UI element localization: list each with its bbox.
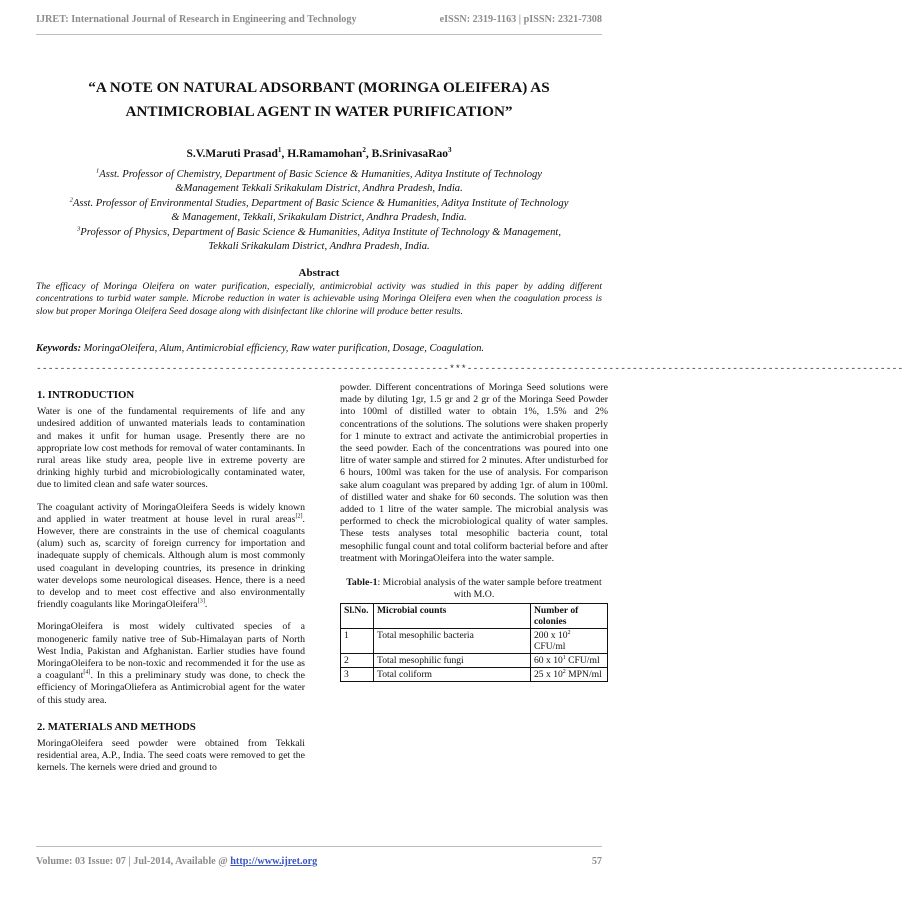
title-line-1: “A NOTE ON NATURAL ADSORBANT (MORINGA OLEIFERA) AS bbox=[88, 79, 550, 96]
citation-ref[interactable]: [3] bbox=[197, 598, 205, 605]
cell-count: Total mesophilic fungi bbox=[374, 654, 531, 668]
footer-rule bbox=[36, 846, 602, 847]
microbial-analysis-table bbox=[340, 603, 608, 682]
abstract-heading: Abstract bbox=[298, 267, 340, 279]
affiliation-3: $^3$Professor of Physics, Department of Basic Science & Humanities, Aditya Institute of Technology & Management, Tekkali Srikakulam District, Andhra Pradesh, India. bbox=[77, 225, 561, 253]
table-row bbox=[341, 654, 608, 668]
affiliation-1: $^1$Asst. Professor of Chemistry, Department of Basic Science & Humanities, Aditya Institute of Technology &Management Tekkali Srikakulam District, Andhra Pradesh, India. bbox=[95, 167, 542, 195]
table-caption: Table-1: Microbial analysis of the water sample before treatment with M.O. bbox=[346, 577, 602, 601]
right-column bbox=[340, 382, 608, 682]
keywords-text: MoringaOleifera, Alum, Antimicrobial efficiency, Raw water purification, Dosage, Coagulation. bbox=[81, 343, 485, 354]
journal-website-link[interactable]: http://www.ijret.org bbox=[230, 856, 318, 867]
citation-ref[interactable]: [2] bbox=[295, 513, 303, 520]
journal-name: IJRET: International Journal of Research in Engineering and Technology bbox=[36, 14, 357, 25]
issn: eISSN: 2319-1163 | pISSN: 2321-7308 bbox=[439, 14, 602, 25]
paper-title bbox=[40, 76, 598, 124]
affiliation-2: $^2$Asst. Professor of Environmental Studies, Department of Basic Science & Humanities, Aditya Institute of Technology & Management, Tekkali, Srikakulam District, Andhra Pradesh, India. bbox=[69, 196, 569, 224]
intro-paragraph-1: Water is one of the fundamental requirements of life and any undesired addition of unwanted materials leads to contamination and makes it unfit for human usage. Presently there are no appropriate low cost methods for removal of water contaminants. In rural areas like study area, people live in extreme poverty are drinking highly turbid and microbiologically contaminated water, due to limited clean and safe water sources. bbox=[37, 406, 305, 491]
author-1: S.V.Maruti Prasad$^1$, bbox=[186, 146, 288, 160]
cell-sl: 3 bbox=[341, 668, 374, 682]
section-separator: ----------------------------------------------------------------------***-------------------------------------------------------------------------- bbox=[36, 363, 903, 374]
header-number-of-colonies: Number of colonies bbox=[531, 604, 608, 629]
table-row bbox=[341, 629, 608, 654]
abstract-text: The efficacy of Moringa Oleifera on water purification, especially, antimicrobial activity was studied in this paper by adding different concentrations to turbid water sample. Microbe reduction in water is achievable using Moringa Oleifera even when the coagulation process is slow but proper Moringa Oleifera Seed dosage along with disinfectant like chlorine will produce better results. bbox=[36, 281, 602, 317]
header-sl-no: Sl.No. bbox=[341, 604, 374, 629]
cell-sl: 1 bbox=[341, 629, 374, 654]
methods-paragraph-1: MoringaOleifera seed powder were obtained from Tekkali residential area, A.P., India. The seed coats were removed to get the kernels. The kernels were dried and ground to bbox=[37, 738, 305, 774]
intro-paragraph-3: MoringaOleifera is most widely cultivated species of a monogeneric family native tree of Sub-Himalayan parts of North West India, Pakistan and Afghanistan. Earlier studies have found MoringaOleifera to be non-toxic and recommended it for the use as a coagulant[4]. In this a preliminary study was done, to check the efficiency of MoringaOliefera as Antimicrobial agent for the water of this study area. bbox=[37, 621, 305, 706]
running-footer bbox=[36, 856, 602, 872]
author-3: B.SrinivasaRao$^3$ bbox=[371, 146, 452, 160]
cell-sl: 2 bbox=[341, 654, 374, 668]
running-header bbox=[36, 14, 602, 30]
methods-heading: 2. MATERIALS AND METHODS bbox=[37, 720, 196, 733]
keywords bbox=[36, 343, 602, 354]
page-number: 57 bbox=[591, 856, 602, 867]
cell-colonies: 25 x $10^2$ MPN/ml bbox=[531, 668, 608, 682]
cell-count: Total coliform bbox=[374, 668, 531, 682]
author-list bbox=[40, 148, 598, 160]
keywords-label: Keywords: bbox=[36, 343, 82, 354]
citation-ref[interactable]: [4] bbox=[83, 670, 91, 676]
table-header-row bbox=[341, 604, 608, 629]
table-row bbox=[341, 668, 608, 682]
cell-count: Total mesophilic bacteria bbox=[374, 629, 531, 654]
cell-colonies: 200 x $10^2$ CFU/ml bbox=[531, 629, 608, 654]
intro-paragraph-2: The coagulant activity of MoringaOleifera Seeds is widely known and applied in water treatment at house level in rural areas[2]. However, there are constraints in the use of chemical coagulants (alum) such as, scarcity of foreign currency for importation and inadequate supply of chemicals. Although alum is most commonly used coagulant in developing countries, its presence in drinking water develops some neurological diseases. Hence, there is a need to develop and to meet cost effective and also environmentally friendly coagulants like MoringaOleifera[3]. bbox=[37, 501, 305, 611]
author-2: H.Ramamohan$^2$, bbox=[287, 146, 372, 160]
cell-colonies: 60 x $10^1$ CFU/ml bbox=[531, 654, 608, 668]
introduction-heading: 1. INTRODUCTION bbox=[37, 389, 135, 401]
methods-paragraph-2: powder. Different concentrations of Moringa Seed solutions were made by diluting 1gr, 1.5 gr and 2 gr of the Moringa Seed Powder into 100ml of distilled water to obtain 1%, 1.5% and 2% concentrations of the solutions. The solutions were shaken properly for 1 minute to extract and activate the antimicrobial properties in the seed powder. Each of the concentrations was poured into one litre of water sample and stirred for 2 minutes. After undisturbed for 6 hours, 100ml was taken for the use of analysis. For comparison sake alum coagulant was prepared by adding 1gr. of alum in 100ml. of distilled water and shake for 60 seconds. The solution was then added to 1 litre of the water sample. The microbial analysis was performed to check the microbiological quality of water samples. These tests analyses total mesophilic bacteria count, total mesophilic fungal count and total coliform bacterial before and after treatment with MoringaOleifera into the water sample. bbox=[340, 382, 608, 564]
footer-volume: Volume: 03 Issue: 07 | Jul-2014, Available @ http://www.ijret.org bbox=[36, 856, 318, 867]
affiliations bbox=[36, 168, 602, 254]
header-microbial-counts: Microbial counts bbox=[374, 604, 531, 629]
title-line-2: ANTIMICROBIAL AGENT IN WATER PURIFICATION” bbox=[125, 103, 513, 120]
table-caption-label: Table-1 bbox=[346, 577, 378, 589]
left-column bbox=[37, 389, 305, 785]
header-rule bbox=[36, 34, 602, 35]
